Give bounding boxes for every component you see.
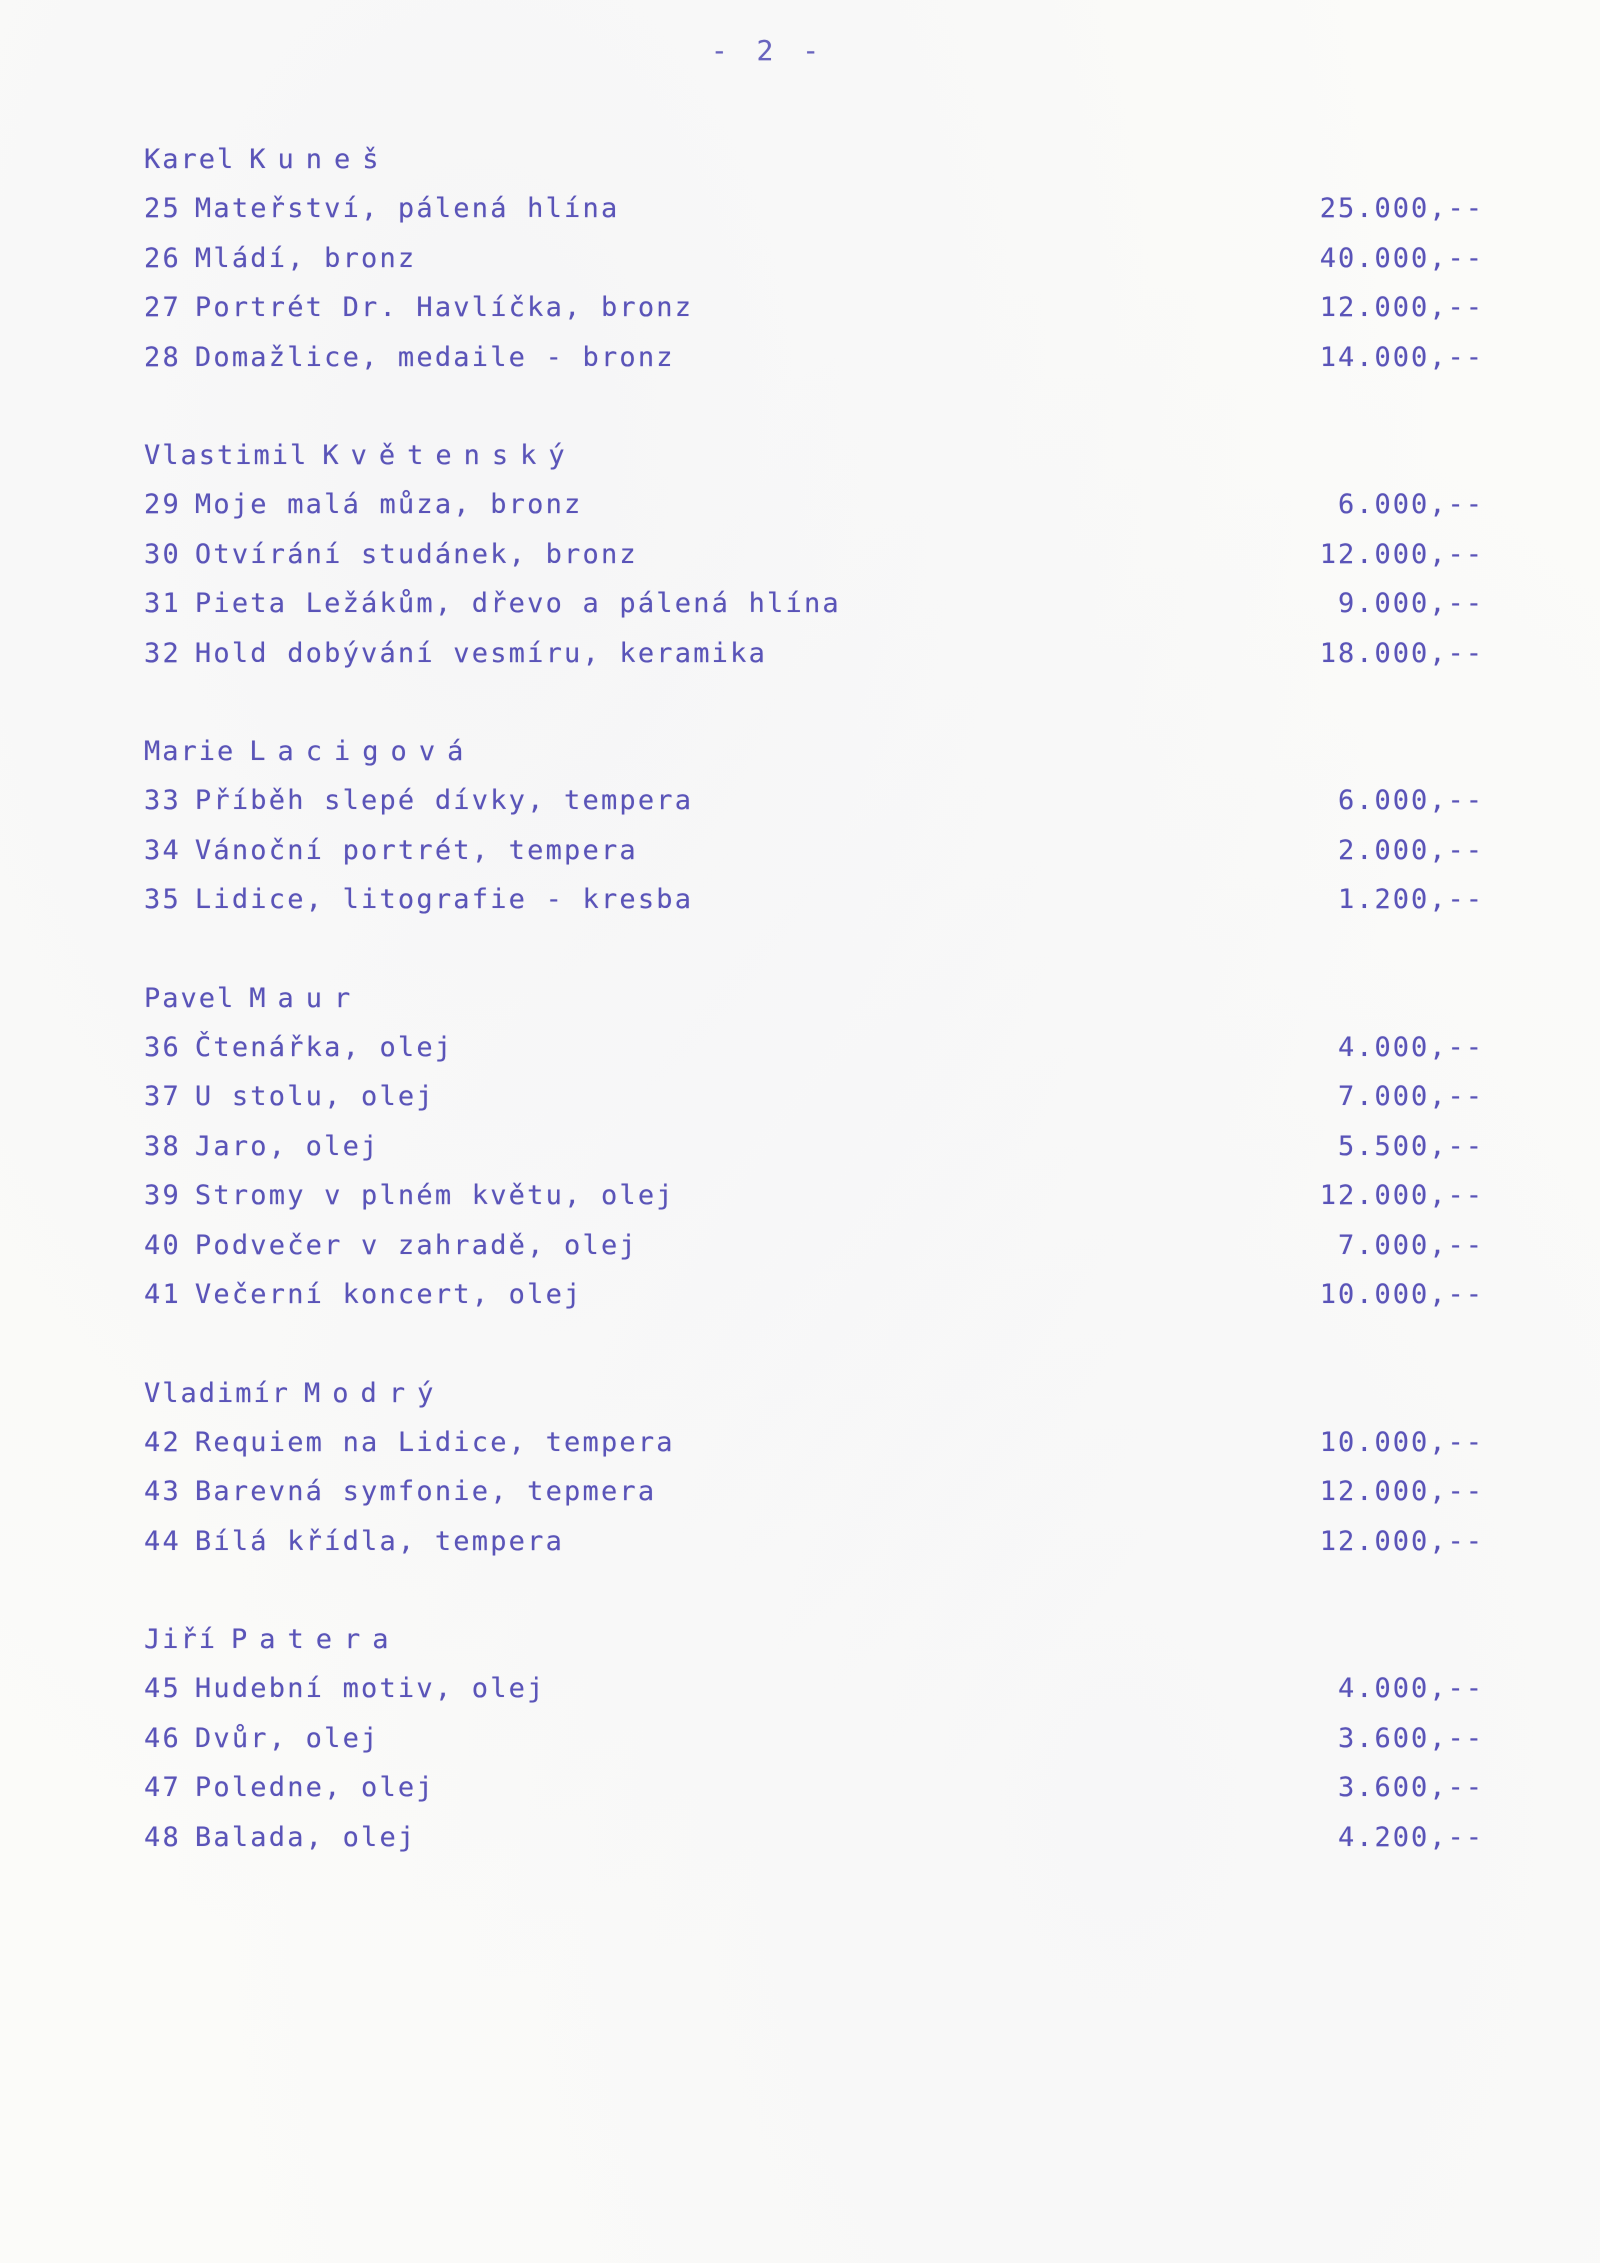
artwork-title-line xyxy=(144,1023,453,1073)
artist-first-name: Vladimír xyxy=(144,1377,291,1409)
artwork-price: 7.000,-- xyxy=(1337,1081,1484,1112)
artwork-title: Podvečer v zahradě, olej xyxy=(194,1229,638,1261)
catalog-number: 42 xyxy=(144,1426,181,1458)
artwork-row xyxy=(144,1517,1484,1567)
artwork-title-line xyxy=(144,1467,656,1517)
artwork-row xyxy=(144,184,1484,234)
artist-name xyxy=(144,135,1484,184)
artwork-title-line xyxy=(144,283,693,333)
artwork-title: Bílá křídla, tempera xyxy=(194,1525,565,1557)
artwork-row xyxy=(144,1813,1484,1863)
artwork-price: 12.000,-- xyxy=(1319,1525,1484,1557)
artwork-price: 4.000,-- xyxy=(1337,1031,1484,1063)
artist-section xyxy=(144,727,1484,925)
artwork-title-line xyxy=(144,1270,583,1320)
artist-name xyxy=(144,1615,1484,1664)
catalog-number: 46 xyxy=(144,1722,181,1754)
artwork-title: Barevná symfonie, tepmera xyxy=(194,1476,657,1507)
artwork-price: 3.600,-- xyxy=(1337,1772,1484,1803)
catalog-number: 41 xyxy=(144,1279,181,1310)
catalog-number: 40 xyxy=(144,1229,181,1261)
artwork-title-line xyxy=(144,1763,435,1813)
artwork-title-line xyxy=(144,530,638,580)
artwork-price: 2.000,-- xyxy=(1337,834,1484,866)
catalog-number: 28 xyxy=(144,341,181,373)
artwork-title-line xyxy=(144,1221,638,1271)
artwork-title: Hudební motiv, olej xyxy=(194,1673,546,1704)
artist-section xyxy=(144,1369,1484,1567)
artwork-title: Dvůr, olej xyxy=(194,1722,380,1754)
artwork-row xyxy=(144,480,1484,530)
artwork-row xyxy=(144,1023,1484,1073)
artwork-row xyxy=(144,1763,1484,1813)
artwork-title: Domažlice, medaile - bronz xyxy=(194,341,675,373)
artwork-price: 6.000,-- xyxy=(1337,785,1484,816)
catalog-number: 48 xyxy=(144,1821,181,1853)
artwork-title: Portrét Dr. Havlíčka, bronz xyxy=(194,292,694,323)
catalog-number: 44 xyxy=(144,1525,181,1557)
artwork-title: Vánoční portrét, tempera xyxy=(194,834,638,866)
artwork-title: Čtenářka, olej xyxy=(194,1031,454,1063)
artwork-title-line xyxy=(144,1418,675,1468)
artwork-row xyxy=(144,1221,1484,1271)
artwork-list xyxy=(144,135,1484,1911)
artwork-title: Pieta Ležákům, dřevo a pálená hlína xyxy=(194,588,841,619)
artist-first-name: Vlastimil xyxy=(144,440,309,471)
artwork-title-line xyxy=(144,826,638,876)
artwork-title: Otvírání studánek, bronz xyxy=(194,538,638,570)
artwork-title-line xyxy=(144,776,693,826)
catalog-number: 38 xyxy=(144,1130,181,1162)
catalog-number: 47 xyxy=(144,1772,181,1803)
catalog-number: 25 xyxy=(144,193,181,224)
artwork-title-line xyxy=(144,1171,675,1221)
catalog-number: 33 xyxy=(144,785,181,816)
artwork-row xyxy=(144,1467,1484,1517)
artist-first-name: Marie xyxy=(144,736,236,767)
artwork-title: Mateřství, pálená hlína xyxy=(194,193,620,224)
artwork-title: Večerní koncert, olej xyxy=(194,1279,583,1310)
artwork-title: Mládí, bronz xyxy=(194,242,417,274)
artist-first-name: Karel xyxy=(144,144,236,175)
artwork-title-line xyxy=(144,1072,435,1122)
artwork-title-line xyxy=(144,579,841,629)
artwork-price: 5.500,-- xyxy=(1337,1130,1484,1162)
artwork-price: 4.200,-- xyxy=(1337,1821,1484,1853)
artwork-row xyxy=(144,1171,1484,1221)
artwork-title: Jaro, olej xyxy=(194,1130,380,1162)
catalog-number: 39 xyxy=(144,1180,181,1211)
artwork-price: 12.000,-- xyxy=(1319,292,1484,323)
artist-surname: Modrý xyxy=(304,1377,446,1409)
catalog-number: 36 xyxy=(144,1031,181,1063)
artist-name xyxy=(144,431,1484,480)
artwork-title: Moje malá můza, bronz xyxy=(194,489,583,520)
artwork-price: 10.000,-- xyxy=(1319,1279,1484,1310)
artwork-title-line xyxy=(144,333,675,383)
artwork-row xyxy=(144,776,1484,826)
artwork-title: U stolu, olej xyxy=(194,1081,435,1112)
artist-surname: Květenský xyxy=(322,440,577,471)
artwork-title-line xyxy=(144,1664,546,1714)
artwork-row xyxy=(144,1270,1484,1320)
artist-name xyxy=(144,727,1484,776)
artist-first-name: Jiří xyxy=(144,1624,218,1655)
catalog-number: 30 xyxy=(144,538,181,570)
artwork-title-line xyxy=(144,1517,564,1567)
artist-surname: Kuneš xyxy=(249,144,391,175)
artist-section xyxy=(144,974,1484,1320)
page-number: - 2 - xyxy=(710,34,826,67)
artwork-row xyxy=(144,283,1484,333)
artwork-title: Requiem na Lidice, tempera xyxy=(194,1426,675,1458)
artwork-price: 10.000,-- xyxy=(1319,1426,1484,1458)
artwork-row xyxy=(144,579,1484,629)
artwork-price: 14.000,-- xyxy=(1319,341,1484,373)
artwork-price: 1.200,-- xyxy=(1337,884,1484,915)
artwork-row xyxy=(144,629,1484,679)
artwork-price: 18.000,-- xyxy=(1319,637,1484,669)
artwork-title-line xyxy=(144,480,583,530)
artwork-row xyxy=(144,234,1484,284)
artist-section xyxy=(144,1615,1484,1862)
artwork-title-line xyxy=(144,629,767,679)
artwork-row xyxy=(144,875,1484,925)
catalog-number: 32 xyxy=(144,637,181,669)
artist-surname: Lacigová xyxy=(249,736,476,767)
catalog-number: 31 xyxy=(144,588,181,619)
artwork-price: 12.000,-- xyxy=(1319,1180,1484,1211)
catalog-number: 35 xyxy=(144,884,181,915)
artwork-title-line xyxy=(144,1122,379,1172)
artwork-title: Hold dobývání vesmíru, keramika xyxy=(194,637,768,669)
artwork-title: Příběh slepé dívky, tempera xyxy=(194,785,694,816)
catalog-number: 29 xyxy=(144,489,181,520)
artwork-title: Poledne, olej xyxy=(194,1772,435,1803)
artist-section xyxy=(144,135,1484,382)
artwork-row xyxy=(144,1664,1484,1714)
artwork-price: 12.000,-- xyxy=(1319,1476,1484,1507)
artwork-title-line xyxy=(144,184,619,234)
artist-surname: Maur xyxy=(249,982,363,1014)
artwork-title: Lidice, litografie - kresba xyxy=(194,884,694,915)
catalog-number: 34 xyxy=(144,834,181,866)
artist-section xyxy=(144,431,1484,678)
artist-surname: Patera xyxy=(231,1624,401,1655)
artwork-row xyxy=(144,530,1484,580)
artwork-price: 6.000,-- xyxy=(1337,489,1484,520)
artwork-row xyxy=(144,1072,1484,1122)
artwork-row xyxy=(144,333,1484,383)
artwork-price: 25.000,-- xyxy=(1319,193,1484,224)
artwork-price: 12.000,-- xyxy=(1319,538,1484,570)
artwork-row xyxy=(144,826,1484,876)
artist-first-name: Pavel xyxy=(144,982,236,1014)
artwork-title-line xyxy=(144,875,693,925)
artwork-row xyxy=(144,1122,1484,1172)
artwork-price: 40.000,-- xyxy=(1319,242,1484,274)
artist-name xyxy=(144,974,1484,1023)
catalog-number: 26 xyxy=(144,242,181,274)
artwork-price: 9.000,-- xyxy=(1337,588,1484,619)
artist-name xyxy=(144,1369,1484,1418)
artwork-title-line xyxy=(144,234,416,284)
artwork-title-line xyxy=(144,1714,379,1764)
artwork-price: 3.600,-- xyxy=(1337,1722,1484,1754)
catalog-number: 37 xyxy=(144,1081,181,1112)
artwork-title: Balada, olej xyxy=(194,1821,417,1853)
catalog-number: 27 xyxy=(144,292,181,323)
artwork-row xyxy=(144,1714,1484,1764)
artwork-price: 7.000,-- xyxy=(1337,1229,1484,1261)
artwork-price: 4.000,-- xyxy=(1337,1673,1484,1704)
artwork-title-line xyxy=(144,1813,416,1863)
artwork-row xyxy=(144,1418,1484,1468)
catalog-number: 43 xyxy=(144,1476,181,1507)
catalog-number: 45 xyxy=(144,1673,181,1704)
artwork-title: Stromy v plném květu, olej xyxy=(194,1180,675,1211)
